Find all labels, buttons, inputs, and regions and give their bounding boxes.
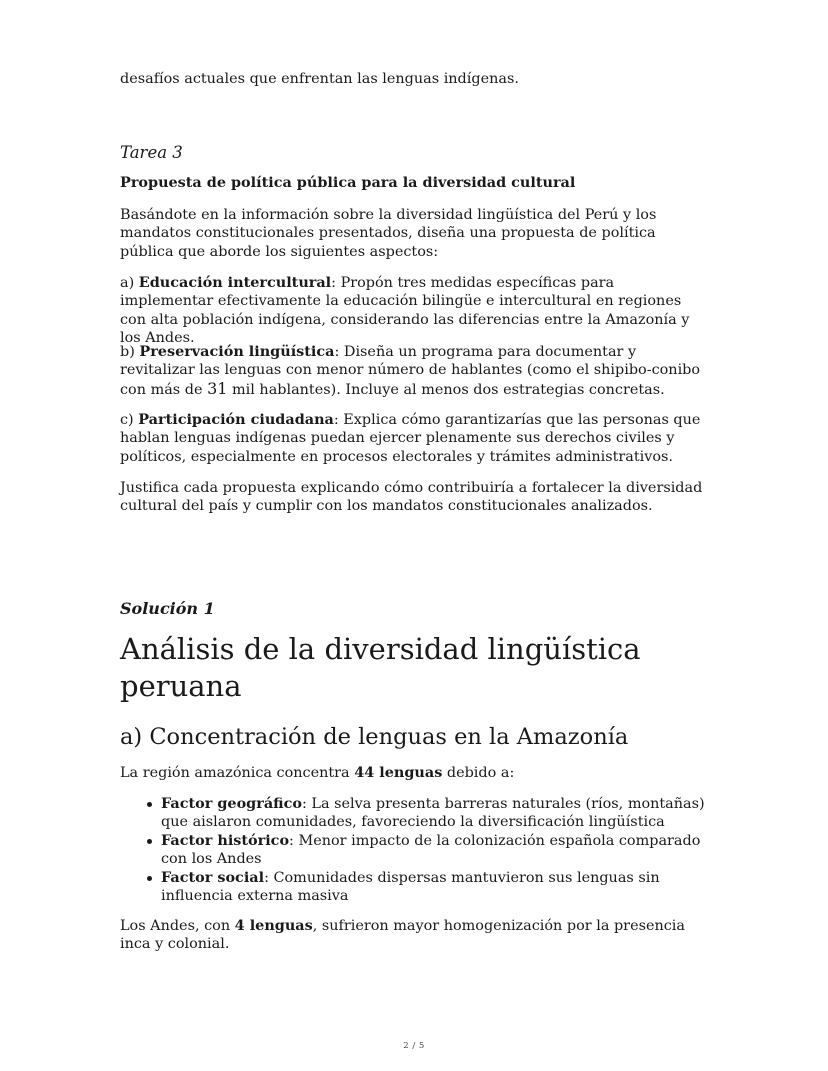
item-term: Educación intercultural [138,274,332,291]
item-text: : Explica cómo garantizarías que las personas que hablan lenguas indígenas puedan ejercer plenamente sus derechos civiles y políticos, especialmente en procesos electorales y trámites administrativos. [120,412,701,465]
speaker-count: 31 [207,378,228,398]
task-closing-paragraph: Justifica cada propuesta explicando cómo contribuiría a fortalecer la diversidad cultural del país y cumplir con los mandatos constitucionales analizados. [120,480,703,515]
solution-subheading: a) Concentración de lenguas en la Amazonía [120,724,629,750]
solution-closing [120,917,710,954]
item-text: mil hablantes). Incluye al menos dos estrategias concretas. [227,381,665,398]
factor-text: : La selva presenta barreras naturales (ríos, montañas) que aislaron comunidades, favoreciendo la diversificación lingüística [161,796,705,831]
closing-text: , sufrieron mayor homogenización por la presencia inca y colonial. [120,918,685,953]
item-prefix: c) [120,412,139,428]
item-prefix: b) [120,344,140,360]
factor-term: Factor geográfico [161,795,302,812]
intro-paragraph: desafíos actuales que enfrentan las lenguas indígenas. [120,71,519,87]
item-prefix: a) [120,275,139,291]
task-intro-paragraph: Basándote en la información sobre la diversidad lingüística del Perú y los mandatos constitucionales presentados, diseña una propuesta de política pública que aborde los siguientes aspectos: [120,207,657,260]
list-item [161,795,721,832]
factor-term: Factor social [161,868,265,886]
item-term: Preservación lingüística [139,343,335,360]
lead-text: La región amazónica concentra [120,765,355,781]
item-text: : Diseña un programa para documentar y revitalizar las lenguas con menor número de hablantes (como el shipibo-conibo con más de [120,344,701,398]
task-item-b [120,343,710,399]
list-item [161,832,721,869]
solution-lead [120,764,514,782]
task-title: Tarea 3 [120,143,183,162]
solution-label: Solución 1 [120,599,215,618]
factor-list [120,795,721,905]
item-term: Participación ciudadana [138,411,334,428]
task-subtitle: Propuesta de política pública para la diversidad cultural [120,174,576,191]
task-item-c [120,411,710,466]
page-number: 2 / 5 [403,1041,425,1051]
closing-text: Los Andes, con [120,918,235,934]
factor-text: : Comunidades dispersas mantuvieron sus lenguas sin influencia externa masiva [161,869,660,905]
factor-term: Factor histórico [161,831,290,849]
lead-bold: 44 lenguas [354,764,443,781]
factor-text: : Menor impacto de la colonización española comparado con los Andes [161,832,701,868]
solution-heading: Análisis de la diversidad lingüística peruana [120,632,641,703]
list-item [161,869,721,906]
task-item-a [120,274,710,348]
item-text: : Propón tres medidas específicas para implementar efectivamente la educación bilingüe e intercultural en regiones con alta población indígena, considerando las diferencias entre la Amazonía y los Andes. [120,275,690,347]
lead-text: debido a: [442,765,515,781]
closing-bold: 4 lenguas [234,917,313,934]
